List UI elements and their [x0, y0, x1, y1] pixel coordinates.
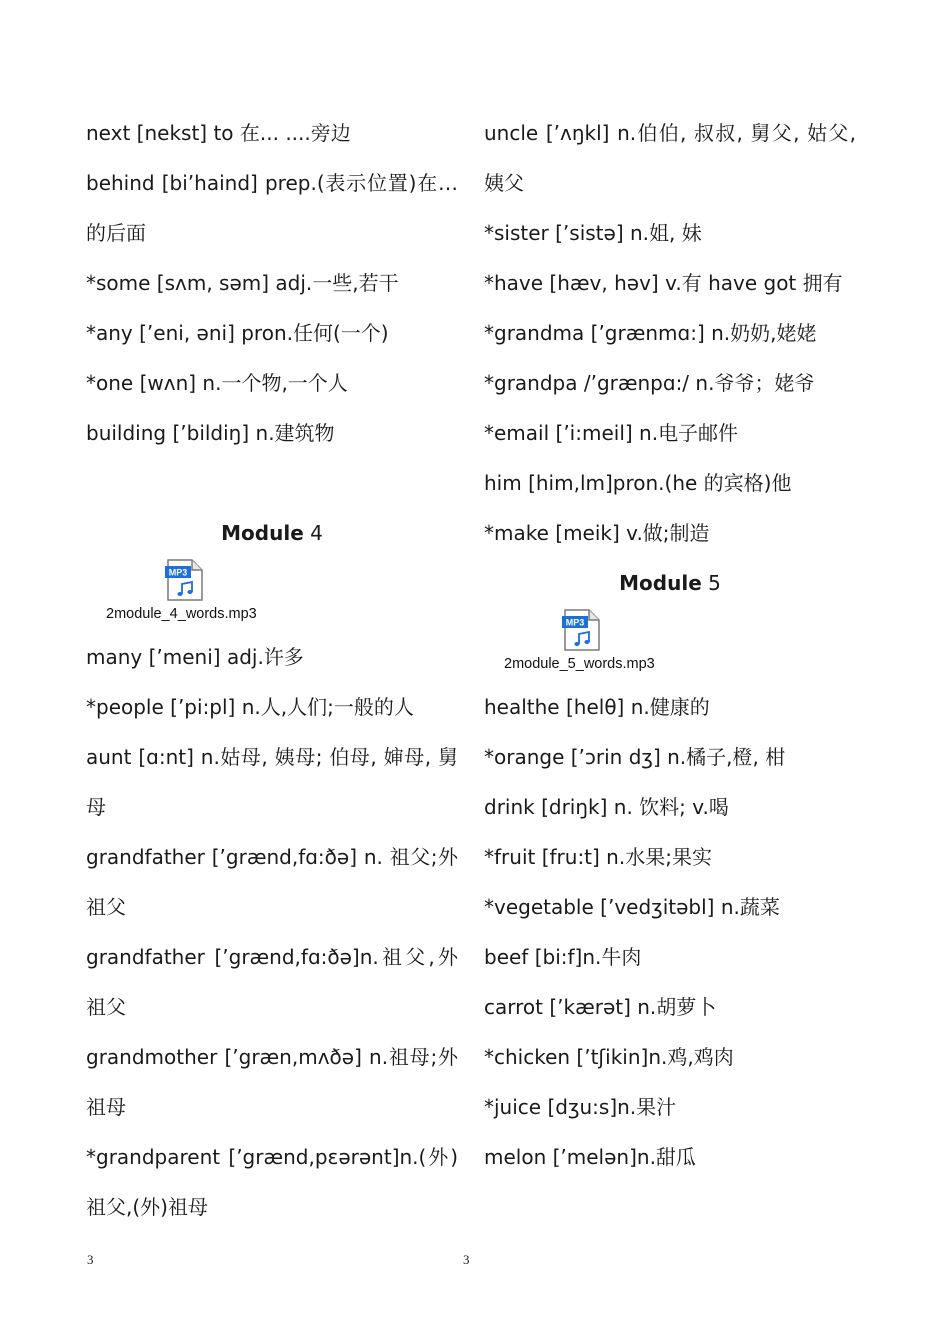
mp3-file-icon[interactable] — [164, 558, 204, 602]
vocab-entry: uncle [’ʌŋkl] n.伯伯, 叔叔, 舅父, 姑父, 姨父 — [484, 121, 856, 195]
svg-text:MP3: MP3 — [565, 617, 585, 628]
page-number-left: 3 — [87, 1252, 94, 1267]
left-block-1 — [86, 108, 458, 458]
module-label: Module — [221, 521, 304, 545]
vocab-entry: *vegetable [’vedʒitəbl] n.蔬菜 — [484, 895, 780, 919]
vocab-entry: him [him,lm]pron.(he 的宾格)他 — [484, 471, 792, 495]
mp3-attachment-module-5[interactable] — [484, 608, 856, 682]
vocab-entry: grandfather [’grænd,fɑ:ðə]n.祖父,外祖父 — [86, 945, 458, 1019]
left-block-2 — [86, 632, 458, 1232]
module-5-heading — [484, 558, 856, 608]
vocab-entry: *some [sʌm, səm] adj.一些,若干 — [86, 271, 399, 295]
vocab-entry: *grandpa /’grænpɑ:/ n.爷爷；姥爷 — [484, 371, 815, 395]
vocab-entry: *make [meik] v.做;制造 — [484, 521, 710, 545]
vocab-entry: beef [bi:f]n.牛肉 — [484, 945, 642, 969]
vocab-entry: grandmother [’græn,mʌðə] n.祖母;外祖母 — [86, 1045, 458, 1119]
vocab-entry: many [’meni] adj.许多 — [86, 645, 304, 669]
vocab-entry: *grandparent [’grænd,pɛərənt]n.(外)祖父,(外)祖母 — [86, 1145, 458, 1219]
vocab-entry: aunt [ɑ:nt] n.姑母, 姨母; 伯母, 婶母, 舅母 — [86, 745, 458, 819]
right-column — [484, 108, 856, 1182]
right-block-1 — [484, 108, 856, 558]
vocab-entry: building [’bildiŋ] n.建筑物 — [86, 421, 335, 445]
svg-text:MP3: MP3 — [168, 567, 188, 578]
vocab-entry: *have [hæv, həv] v.有 have got 拥有 — [484, 271, 843, 295]
vocab-entry: *juice [dʒu:s]n.果汁 — [484, 1095, 677, 1119]
vocab-entry: *one [wʌn] n.一个物,一个人 — [86, 371, 348, 395]
attachment-filename[interactable]: 2module_5_words.mp3 — [504, 656, 655, 672]
left-column — [86, 108, 458, 1232]
mp3-file-icon[interactable] — [561, 608, 601, 652]
mp3-attachment-module-4[interactable] — [86, 558, 458, 632]
module-label: Module — [619, 571, 702, 595]
vocab-entry: drink [driŋk] n. 饮料; v.喝 — [484, 795, 729, 819]
vocab-entry: healthe [helθ] n.健康的 — [484, 695, 710, 719]
module-number: 5 — [701, 571, 721, 595]
vocab-entry: behind [bi’haind] prep.(表示位置)在…的后面 — [86, 171, 458, 245]
page-number-right: 3 — [463, 1252, 470, 1267]
vocab-entry: melon [’melən]n.甜瓜 — [484, 1145, 696, 1169]
right-block-2 — [484, 682, 856, 1182]
vocab-entry: *sister [’sistə] n.姐, 妹 — [484, 221, 702, 245]
spacer — [86, 458, 458, 508]
attachment-filename[interactable]: 2module_4_words.mp3 — [106, 606, 257, 622]
module-4-heading — [86, 508, 458, 558]
vocab-entry: *any [’eni, əni] pron.任何(一个) — [86, 321, 389, 345]
vocab-entry: grandfather [’grænd,fɑ:ðə] n. 祖父;外祖父 — [86, 845, 458, 919]
vocab-entry: *orange [’ɔrin dʒ] n.橘子,橙, 柑 — [484, 745, 786, 769]
module-number: 4 — [303, 521, 323, 545]
vocab-entry: *people [’pi:pl] n.人,人们;一般的人 — [86, 695, 414, 719]
vocab-entry: *grandma [’grænmɑ:] n.奶奶,姥姥 — [484, 321, 817, 345]
vocab-entry: carrot [’kærət] n.胡萝卜 — [484, 995, 717, 1019]
vocab-entry: *chicken [’tʃikin]n.鸡,鸡肉 — [484, 1045, 734, 1069]
vocab-entry: *fruit [fru:t] n.水果;果实 — [484, 845, 712, 869]
vocab-entry: *email [’i:meil] n.电子邮件 — [484, 421, 739, 445]
vocab-entry: next [nekst] to 在... ....旁边 — [86, 121, 351, 145]
